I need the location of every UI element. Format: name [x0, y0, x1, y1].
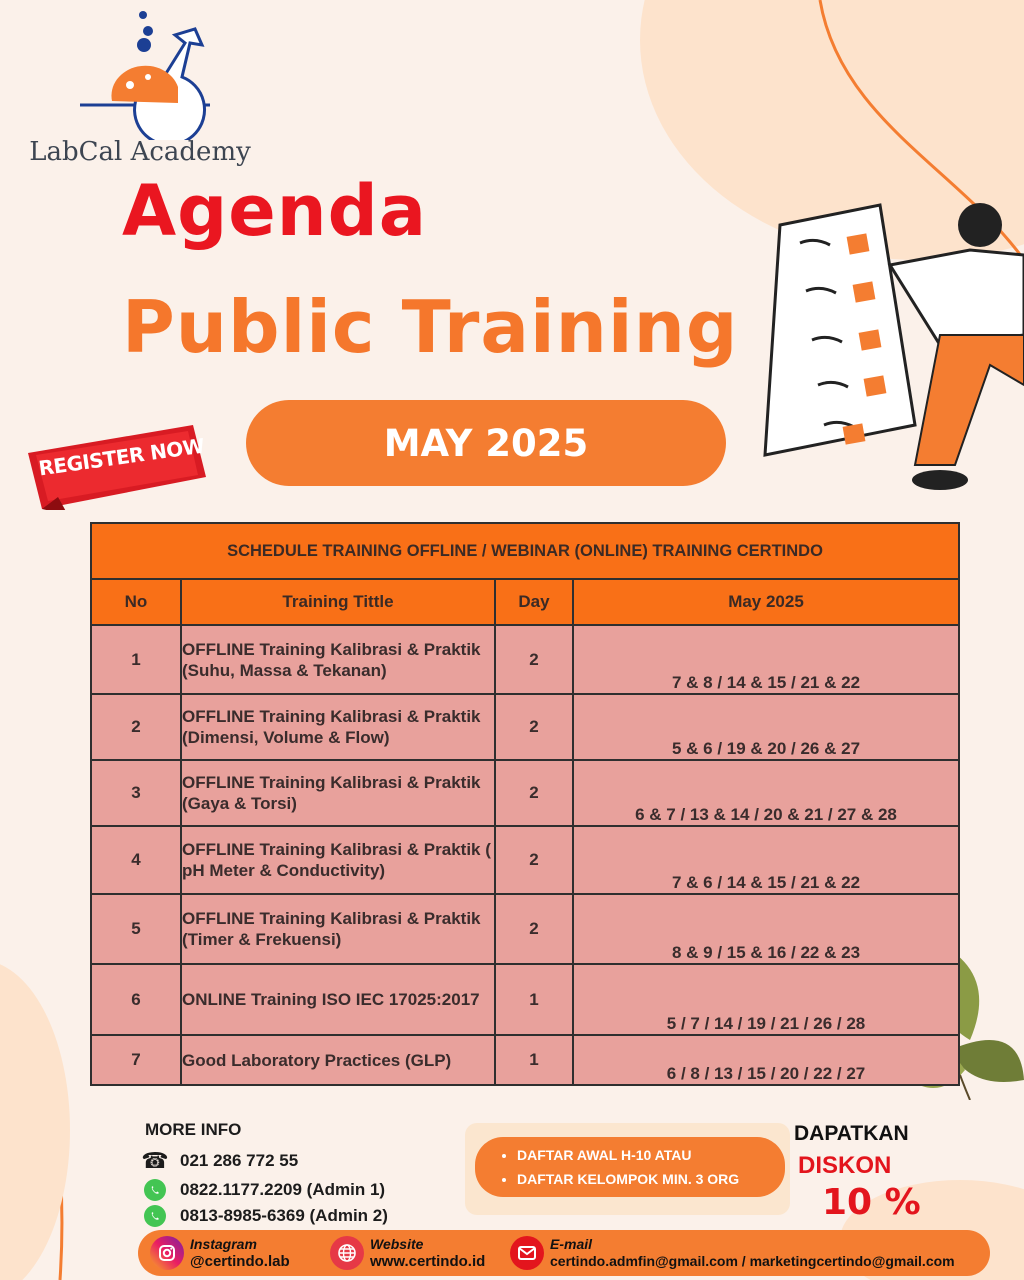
row-day: 1 — [495, 964, 573, 1035]
column-header-day: Day — [495, 579, 573, 625]
globe-icon — [330, 1236, 364, 1270]
mail-icon — [510, 1236, 544, 1270]
email-addresses[interactable]: certindo.admfin@gmail.com / marketingcertindo@gmail.com — [550, 1253, 955, 1269]
instagram-handle[interactable]: @certindo.lab — [190, 1253, 290, 1270]
column-header-no: No — [91, 579, 181, 625]
promo-conditions — [475, 1137, 785, 1197]
footer-website[interactable] — [330, 1230, 485, 1276]
row-title: ONLINE Training ISO IEC 17025:2017 — [181, 964, 495, 1035]
row-dates: 5 & 6 / 19 & 20 / 26 & 27 — [573, 694, 959, 760]
row-no: 5 — [91, 894, 181, 964]
row-no: 3 — [91, 760, 181, 826]
row-dates: 6 & 7 / 13 & 14 / 20 & 21 / 27 & 28 — [573, 760, 959, 826]
whatsapp-number-2[interactable]: 0813-8985-6369 (Admin 2) — [180, 1206, 388, 1225]
row-dates: 6 / 8 / 13 / 15 / 20 / 22 / 27 — [573, 1035, 959, 1085]
logo-text: LabCal Academy — [29, 137, 251, 167]
promo-item: • DAFTAR KELOMPOK MIN. 3 ORG — [517, 1167, 785, 1191]
schedule-table — [90, 522, 960, 1086]
row-no: 2 — [91, 694, 181, 760]
instagram-icon — [150, 1236, 184, 1270]
checklist-person-illustration — [740, 195, 1024, 495]
table-header-row — [91, 579, 959, 625]
row-title: OFFLINE Training Kalibrasi & Praktik (Suhu, Massa & Tekanan) — [181, 625, 495, 694]
instagram-label: Instagram — [190, 1236, 257, 1252]
email-label: E-mail — [550, 1236, 593, 1252]
phone-number[interactable]: 021 286 772 55 — [180, 1151, 299, 1170]
row-title: Good Laboratory Practices (GLP) — [181, 1035, 495, 1085]
row-day: 2 — [495, 760, 573, 826]
whatsapp-icon — [144, 1179, 166, 1201]
row-no: 1 — [91, 625, 181, 694]
row-day: 2 — [495, 826, 573, 894]
row-no: 7 — [91, 1035, 181, 1085]
phone-contact[interactable] — [142, 1148, 298, 1174]
row-day: 1 — [495, 1035, 573, 1085]
row-title: OFFLINE Training Kalibrasi & Praktik (Gaya & Torsi) — [181, 760, 495, 826]
row-dates: 7 & 6 / 14 & 15 / 21 & 22 — [573, 826, 959, 894]
website-url[interactable]: www.certindo.id — [370, 1253, 486, 1270]
page-subtitle: Public Training — [122, 285, 739, 369]
flask-icon — [70, 5, 230, 140]
row-day: 2 — [495, 894, 573, 964]
row-dates: 7 & 8 / 14 & 15 / 21 & 22 — [573, 625, 959, 694]
phone-icon: ☎ — [141, 1148, 169, 1173]
whatsapp-number-1[interactable]: 0822.1177.2209 (Admin 1) — [180, 1180, 386, 1199]
table-heading: SCHEDULE TRAINING OFFLINE / WEBINAR (ONLINE) TRAINING CERTINDO — [91, 523, 959, 579]
row-title: OFFLINE Training Kalibrasi & Praktik (Timer & Frekuensi) — [181, 894, 495, 964]
promo-item: • DAFTAR AWAL H-10 ATAU — [517, 1143, 785, 1167]
row-day: 2 — [495, 694, 573, 760]
row-title: OFFLINE Training Kalibrasi & Praktik ( pH Meter & Conductivity) — [181, 826, 495, 894]
month-banner: MAY 2025 — [246, 400, 726, 486]
page-title: Agenda — [122, 170, 427, 252]
row-dates: 5 / 7 / 14 / 19 / 21 / 26 / 28 — [573, 964, 959, 1035]
whatsapp-icon — [144, 1205, 166, 1227]
table-row — [91, 694, 959, 760]
table-row — [91, 760, 959, 826]
discount-value: 10 % — [822, 1182, 921, 1223]
table-row — [91, 1035, 959, 1085]
table-row — [91, 894, 959, 964]
row-day: 2 — [495, 625, 573, 694]
whatsapp-contact-1[interactable] — [142, 1177, 385, 1203]
more-info-title: MORE INFO — [145, 1120, 242, 1139]
row-title: OFFLINE Training Kalibrasi & Praktik (Dimensi, Volume & Flow) — [181, 694, 495, 760]
promo-line2: DISKON — [798, 1152, 892, 1179]
table-row — [91, 964, 959, 1035]
table-row — [91, 826, 959, 894]
footer-instagram[interactable] — [150, 1230, 290, 1276]
whatsapp-contact-2[interactable] — [142, 1203, 388, 1229]
row-dates: 8 & 9 / 15 & 16 / 22 & 23 — [573, 894, 959, 964]
column-header-title: Training Tittle — [181, 579, 495, 625]
table-row — [91, 625, 959, 694]
register-now-label[interactable]: REGISTER NOW — [37, 433, 206, 481]
logo — [20, 5, 260, 170]
website-label: Website — [370, 1236, 424, 1252]
footer-email[interactable] — [510, 1230, 955, 1276]
promo-line1: DAPATKAN — [794, 1122, 909, 1145]
row-no: 6 — [91, 964, 181, 1035]
column-header-dates: May 2025 — [573, 579, 959, 625]
row-no: 4 — [91, 826, 181, 894]
